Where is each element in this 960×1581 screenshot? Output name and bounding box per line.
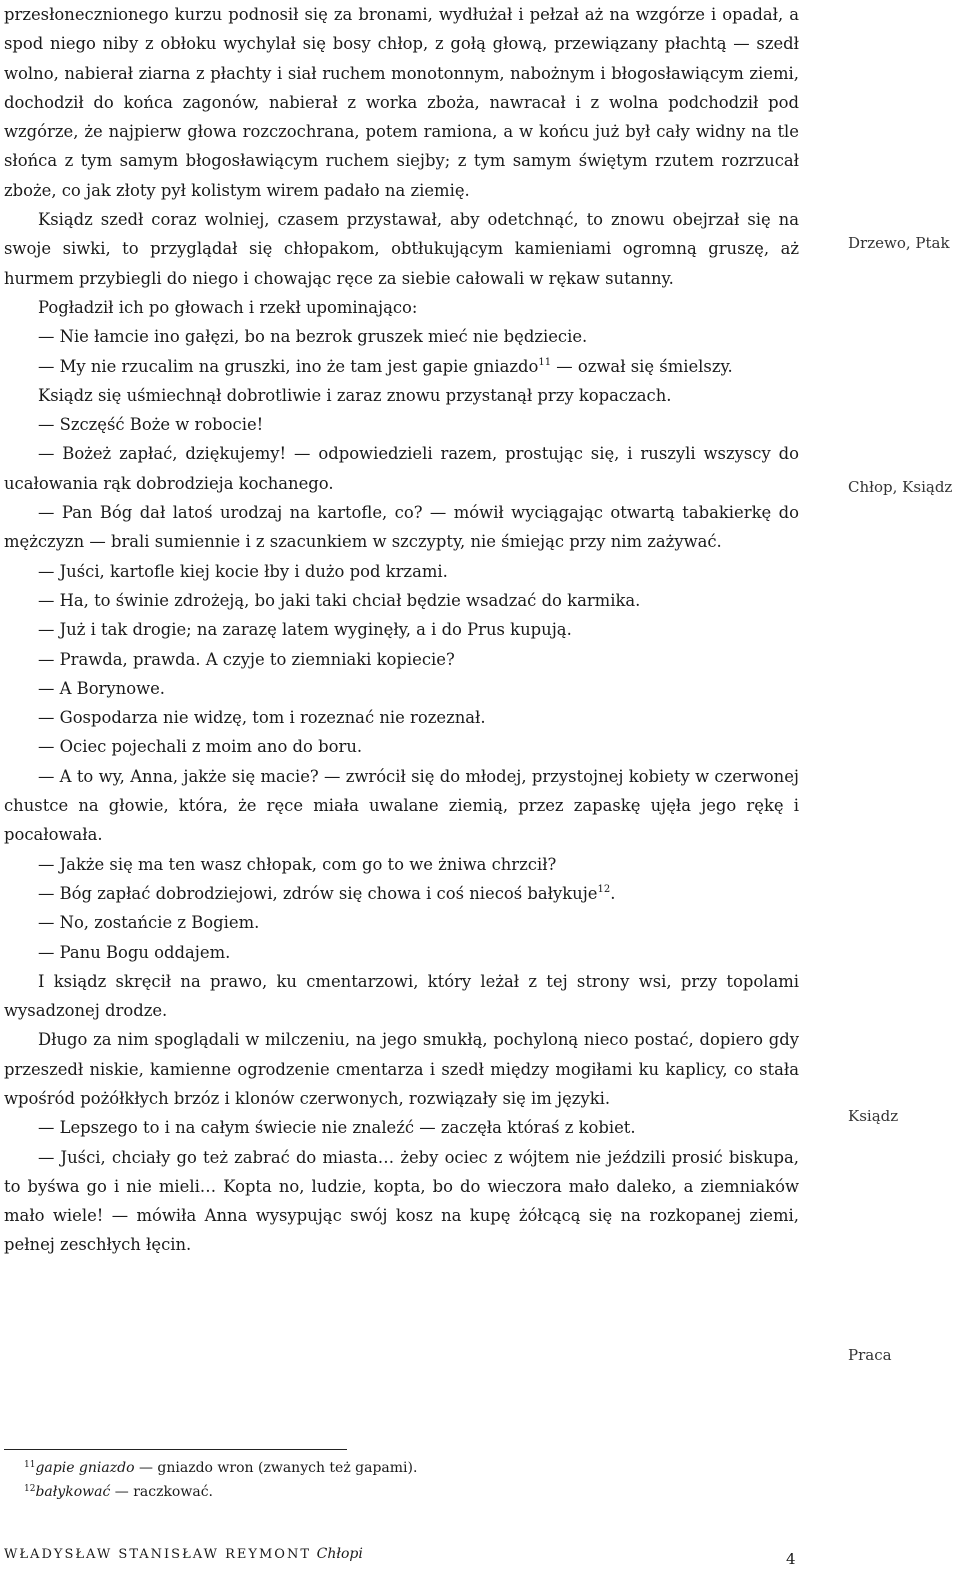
dialogue-line: — Gospodarza nie widzę, tom i rozeznać nie rozeznał. <box>38 708 486 728</box>
dialogue-line: — Szczęść Boże w robocie! <box>38 415 264 435</box>
footnote-divider <box>4 1449 347 1450</box>
dialogue-line: — Juści, chciały go też zabrać do miasta… żeby ociec z wójtem nie jeździli prosić biskupa, to byśwa go i nie mieli… Kopta no, ludzie, kopta, bo do wieczora mało daleko, a ziemniaków mało wiele! — mówiła Anna wysypując swój kosz na kupę żółcącą się na rozkopanej ziemi, pełnej zeschłych łęcin. <box>4 1147 799 1255</box>
margin-note: Drzewo, Ptak <box>848 234 950 252</box>
footnote-ref[interactable]: 11 <box>538 356 552 368</box>
dialogue-line: — Panu Bogu oddajem. <box>38 942 231 962</box>
main-text <box>4 0 799 1260</box>
margin-note: Praca <box>848 1346 892 1364</box>
footnote-ref[interactable]: 12 <box>597 883 611 895</box>
dialogue-line: — Już i tak drogie; na zarazę latem wyginęły, a i do Prus kupują. <box>38 620 572 640</box>
dialogue-line: — Bożeż zapłać, dziękujemy! — odpowiedzieli razem, prostując się, i ruszyli wszyscy do ucałowania rąk dobrodzieja kochanego. <box>4 444 799 493</box>
dialogue-line: — Prawda, prawda. A czyje to ziemniaki kopiecie? <box>38 649 455 669</box>
dialogue-text: — My nie rzucalim na gruszki, ino że tam jest gapie gniazdo <box>38 356 539 376</box>
dialogue-text: — Bóg zapłać dobrodziejowi, zdrów się chowa i coś niecoś bałykuje <box>38 883 598 903</box>
dialogue-line: — Ha, to świnie zdrożeją, bo jaki taki chciał będzie wsadzać do karmika. <box>38 590 641 610</box>
dialogue-line: — Nie łamcie ino gałęzi, bo na bezrok gruszek mieć nie będziecie. <box>38 327 588 347</box>
margin-note: Chłop, Ksiądz <box>848 478 953 496</box>
dialogue-line <box>4 879 799 908</box>
paragraph: Pogładził ich po głowach i rzekł upominająco: <box>38 297 418 317</box>
dialogue-line: — Ociec pojechali z moim ano do boru. <box>38 737 363 757</box>
footnote-definition: — gniazdo wron (zwanych też gapami). <box>134 1460 418 1476</box>
dialogue-line: — Jakże się ma ten wasz chłopak, com go to we żniwa chrzcił? <box>38 854 557 874</box>
footer-title: Chłopi <box>316 1546 363 1562</box>
paragraph: Ksiądz się uśmiechnął dobrotliwie i zaraz znowu przystanął przy kopaczach. <box>38 385 672 405</box>
dialogue-line <box>4 352 799 381</box>
footnote-term: bałykować <box>35 1484 111 1500</box>
dialogue-line: — Pan Bóg dał latoś urodzaj na kartofle, co? — mówił wyciągając otwartą tabakierkę do mężczyzn — brali sumiennie i z szacunkiem w szczypty, nie śmiejąc przy nim zażywać. <box>4 503 799 552</box>
footnote <box>24 1458 417 1478</box>
dialogue-text-after: — ozwał się śmielszy. <box>551 356 733 376</box>
page-footer <box>4 1546 363 1562</box>
dialogue-text-after: . <box>610 883 616 903</box>
footnote-definition: — raczkować. <box>110 1484 213 1500</box>
footnote <box>24 1482 213 1502</box>
dialogue-line: — No, zostańcie z Bogiem. <box>38 913 260 933</box>
page-number: 4 <box>786 1550 796 1568</box>
paragraph: Ksiądz szedł coraz wolniej, czasem przystawał, aby odetchnąć, to znowu obejrzał się na swoje siwki, to przyglądał się chłopakom, obtłukującym kamieniami ogromną gruszę, aż hurmem przybiegli do niego i chowając ręce za siebie całowali w rękaw sutanny. <box>4 210 799 288</box>
margin-note: Ksiądz <box>848 1107 899 1125</box>
paragraph: przesłonecznionego kurzu podnosił się za bronami, wydłużał i pełzał aż na wzgórze i opadał, a spod niego niby z obłoku wychylał się bosy chłop, z gołą głową, przewiązany płachtą — szedł wolno, nabierał ziarna z płachty i siał ruchem monotonnym, nabożnym i błogosławiącym ziemi, dochodził do końca zagonów, nabierał z worka zboża, nawracał i z wolna podchodził pod wzgórze, że najpierw głowa rozczochrana, potem ramiona, a w końcu już był cały widny na tle słońca z tym samym błogosławiącym ruchem siejby; z tym samym świętym rzutem rozrzucał zboże, co jak złoty pył kolistym wirem padało na ziemię. <box>4 5 799 200</box>
dialogue-line: — A to wy, Anna, jakże się macie? — zwrócił się do młodej, przystojnej kobiety w czerwonej chustce na głowie, która, że ręce miała uwalane ziemią, przez zapaskę ujęła jego rękę i pocałowała. <box>4 766 799 845</box>
dialogue-line: — Juści, kartofle kiej kocie łby i dużo pod krzami. <box>38 561 448 581</box>
footnote-term: gapie gniazdo <box>35 1460 135 1476</box>
footnote-number: 11 <box>24 1460 36 1470</box>
dialogue-line: — A Borynowe. <box>38 678 166 698</box>
paragraph: Długo za nim spoglądali w milczeniu, na jego smukłą, pochyloną nieco postać, dopiero gdy przeszedł niskie, kamienne ogrodzenie cmentarza i szedł między mogiłami ku kaplicy, co stała wpośród pożółkłych brzóz i klonów czerwonych, rozwiązały się im języki. <box>4 1030 799 1108</box>
dialogue-line: — Lepszego to i na całym świecie nie znaleźć — zaczęła któraś z kobiet. <box>38 1118 636 1138</box>
footnote-number: 12 <box>24 1484 36 1494</box>
paragraph: I ksiądz skręcił na prawo, ku cmentarzowi, który leżał z tej strony wsi, przy topolami wysadzonej drodze. <box>4 971 799 1021</box>
footer-author: WŁADYSŁAW STANISŁAW REYMONT <box>4 1547 312 1562</box>
